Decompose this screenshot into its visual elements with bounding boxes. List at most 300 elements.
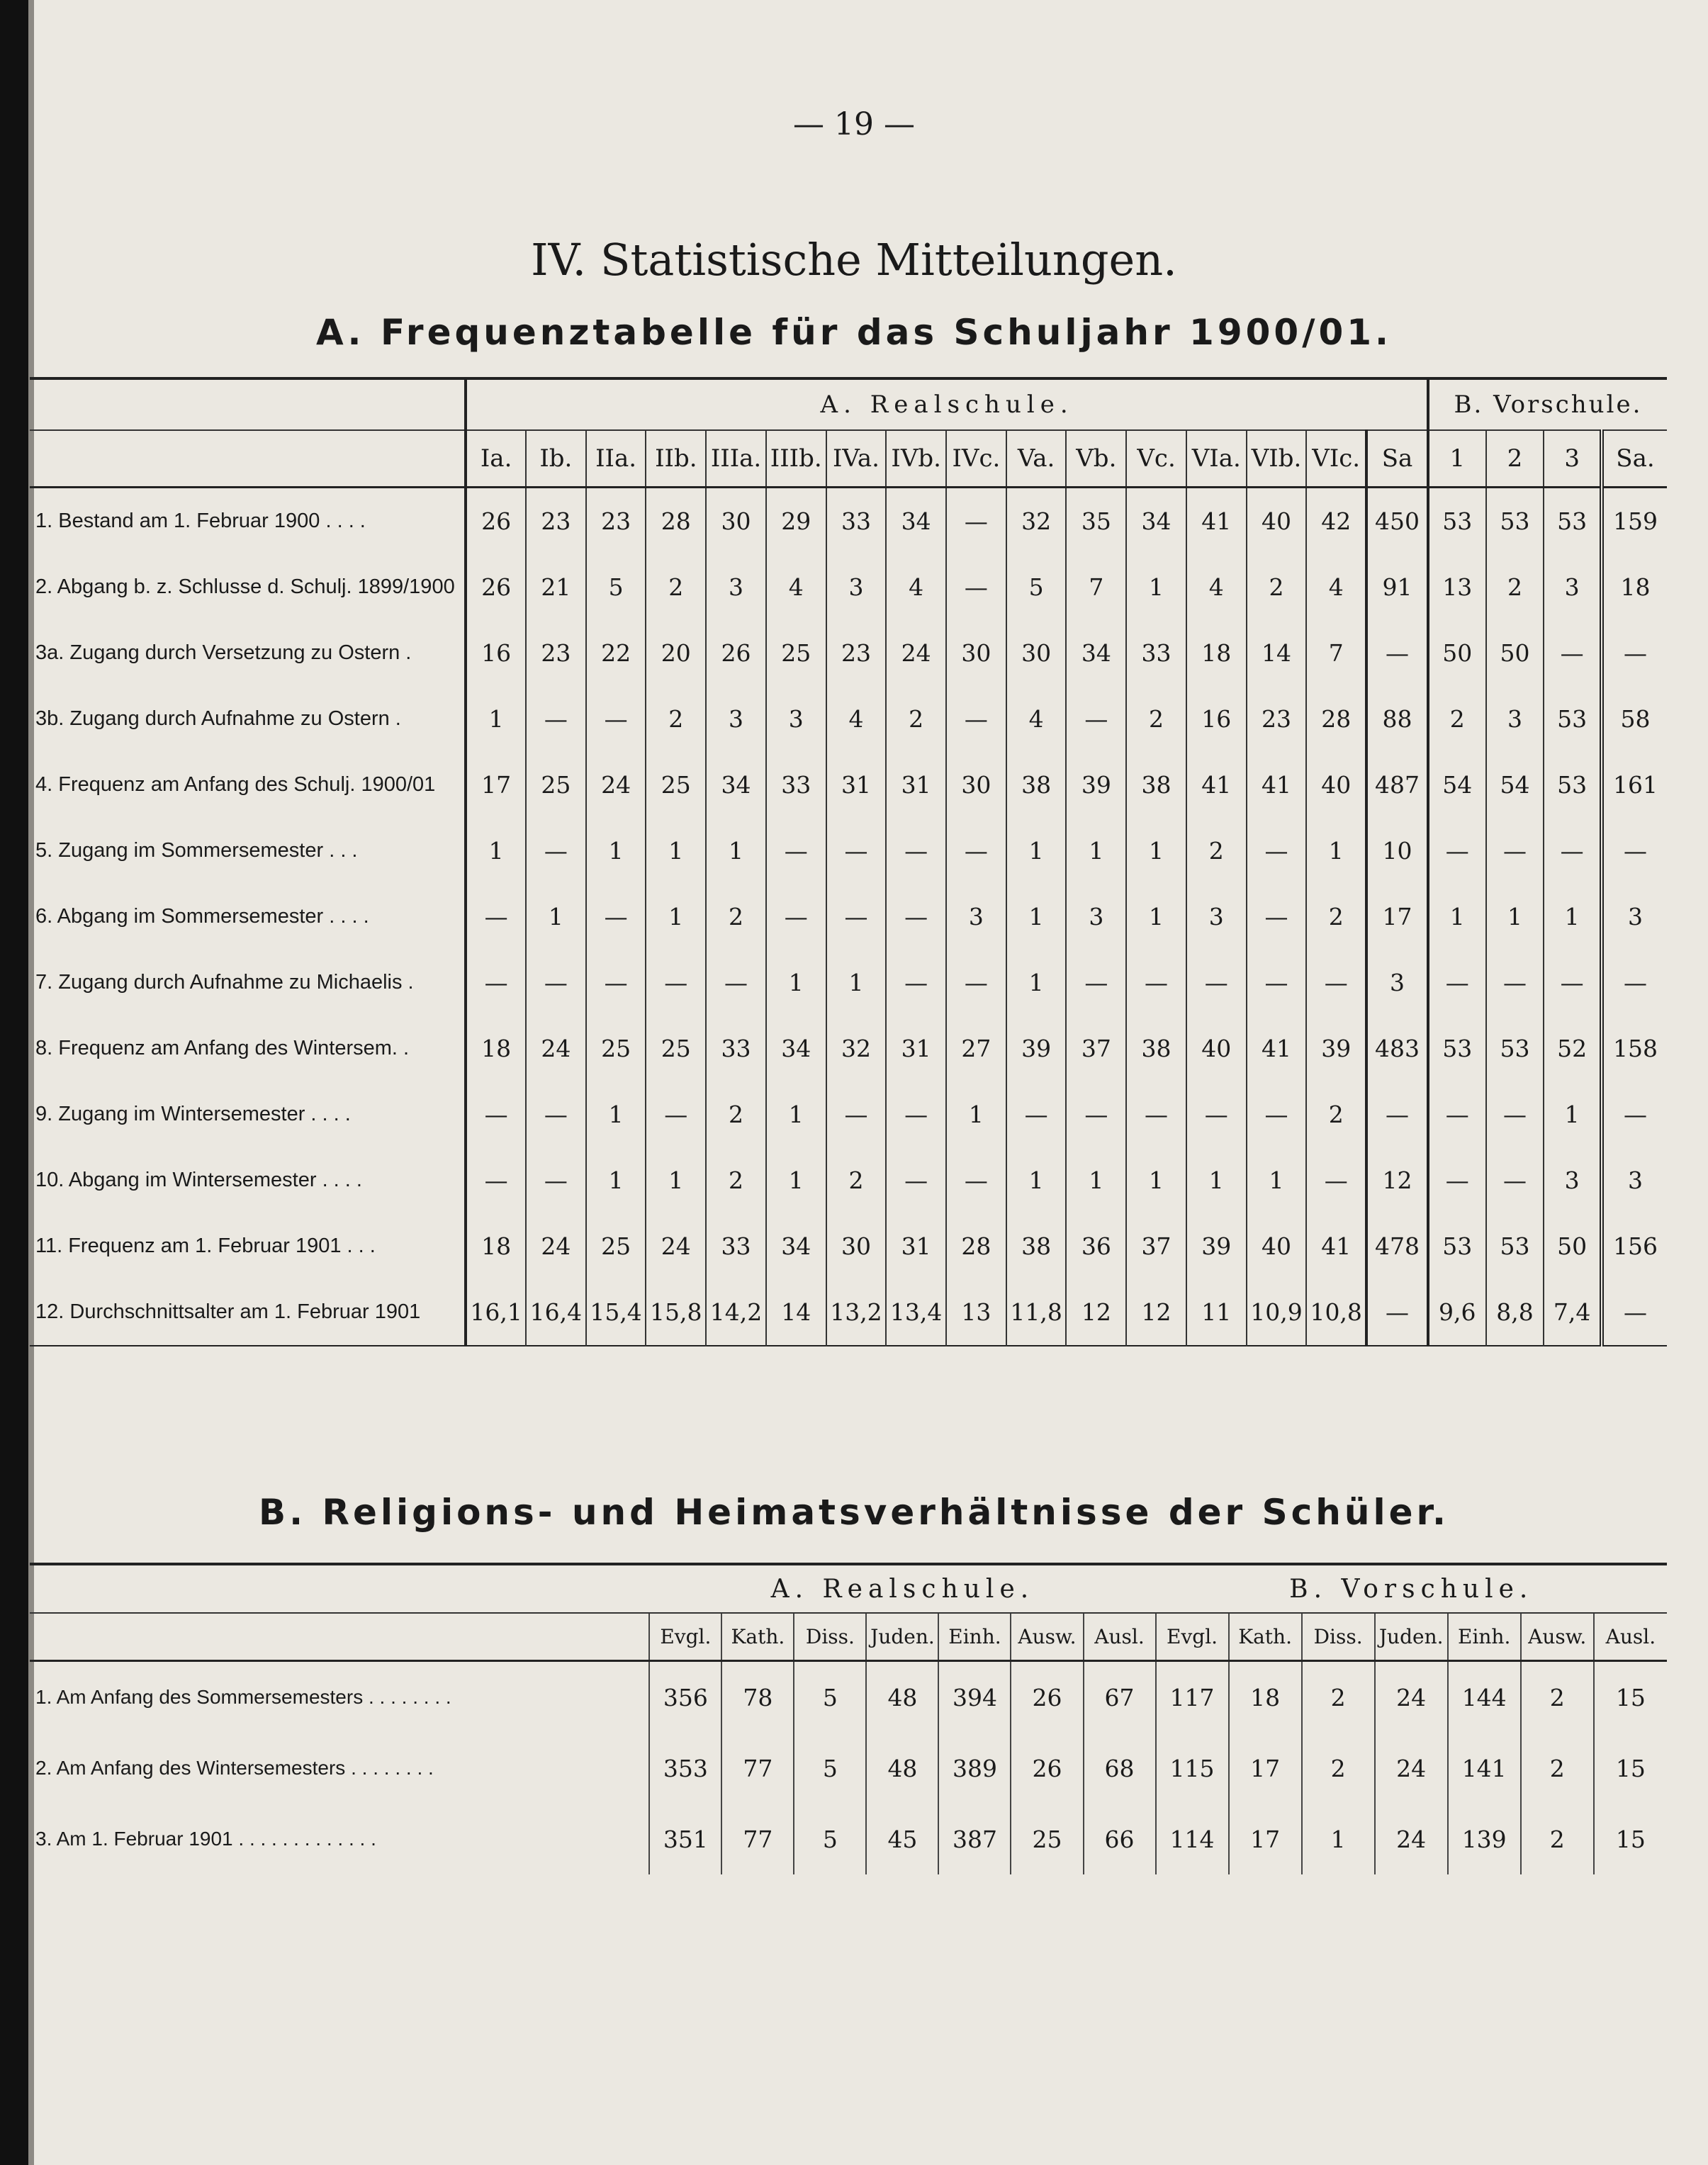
- table-cell: —: [1247, 1081, 1307, 1147]
- table-cell: 39: [1006, 1016, 1067, 1081]
- empty-corner: [30, 378, 466, 430]
- table-cell: 356: [649, 1661, 721, 1733]
- table-cell: 2: [1486, 554, 1544, 620]
- table-cell: 10,8: [1306, 1279, 1366, 1346]
- table-cell: 7: [1306, 620, 1366, 686]
- table-cell: 23: [826, 620, 887, 686]
- table-cell: 34: [1066, 620, 1126, 686]
- table-cell: 25: [1011, 1804, 1083, 1874]
- table-cell: —: [946, 488, 1006, 555]
- table-cell: —: [646, 1081, 706, 1147]
- table-cell: 1: [1544, 1081, 1602, 1147]
- table-cell: 2: [706, 1081, 766, 1147]
- table-cell: 13,2: [826, 1279, 887, 1346]
- table-cell: 24: [526, 1016, 586, 1081]
- frequency-table-title: A. Frequenztabelle für das Schuljahr 1900/01.: [315, 312, 1393, 353]
- table-cell: 4: [1306, 554, 1366, 620]
- table-cell: 32: [826, 1016, 887, 1081]
- table-cell: 7,4: [1544, 1279, 1602, 1346]
- table-cell: 1: [706, 818, 766, 884]
- table-cell: —: [466, 1081, 526, 1147]
- table-cell: 28: [1306, 686, 1366, 752]
- table-cell: 33: [706, 1213, 766, 1279]
- table-cell: 39: [1306, 1016, 1366, 1081]
- table-cell: 14: [1247, 620, 1307, 686]
- table-row: [30, 686, 1667, 752]
- table-cell: 1: [1006, 1147, 1067, 1213]
- table-cell: 478: [1366, 1213, 1428, 1279]
- table-cell: 22: [586, 620, 646, 686]
- table-cell: 11,8: [1006, 1279, 1067, 1346]
- religion-body: [30, 1661, 1667, 1875]
- table-cell: 77: [721, 1733, 794, 1804]
- table-cell: 24: [586, 752, 646, 818]
- table-cell: 15,8: [646, 1279, 706, 1346]
- class-header-row: [30, 430, 1667, 488]
- table-cell: 14,2: [706, 1279, 766, 1346]
- table-cell: 40: [1306, 752, 1366, 818]
- table-cell: —: [826, 884, 887, 950]
- col-header: IIIa.: [706, 430, 766, 488]
- row-label: 8. Frequenz am Anfang des Wintersem. .: [35, 1037, 410, 1059]
- table-cell: —: [1428, 1147, 1486, 1213]
- table-cell: 48: [866, 1733, 938, 1804]
- col-header: IVa.: [826, 430, 887, 488]
- table-cell: 3: [766, 686, 826, 752]
- table-cell: 4: [826, 686, 887, 752]
- col-header: Sa: [1366, 430, 1428, 488]
- group-vorschule: B. Vorschule.: [1289, 1574, 1534, 1604]
- table-cell: 67: [1084, 1661, 1156, 1733]
- table-cell: 11: [1186, 1279, 1247, 1346]
- col-header: Einh.: [938, 1613, 1011, 1661]
- col-header: Ausw.: [1011, 1613, 1083, 1661]
- table-cell: 1: [466, 818, 526, 884]
- table-cell: —: [1006, 1081, 1067, 1147]
- col-header: Diss.: [1302, 1613, 1375, 1661]
- table-cell: —: [1366, 1279, 1428, 1346]
- col-header: Vb.: [1066, 430, 1126, 488]
- table-cell: 21: [526, 554, 586, 620]
- table-cell: —: [466, 884, 526, 950]
- col-header: IIa.: [586, 430, 646, 488]
- table-cell: 20: [646, 620, 706, 686]
- row-label: 4. Frequenz am Anfang des Schulj. 1900/01: [35, 773, 436, 796]
- table-cell: —: [1486, 818, 1544, 884]
- table-cell: 3: [1602, 1147, 1667, 1213]
- table-cell: 41: [1247, 752, 1307, 818]
- table-cell: —: [886, 818, 946, 884]
- table-cell: 52: [1544, 1016, 1602, 1081]
- table-cell: 18: [466, 1213, 526, 1279]
- col-header: Ausl.: [1594, 1613, 1667, 1661]
- table-cell: 4: [1006, 686, 1067, 752]
- table-cell: 487: [1366, 752, 1428, 818]
- table-cell: 78: [721, 1661, 794, 1733]
- table-cell: 1: [1186, 1147, 1247, 1213]
- religion-table-title: B. Religions- und Heimatsverhältnisse der Schüler.: [258, 1492, 1450, 1533]
- table-cell: 3: [1486, 686, 1544, 752]
- table-cell: 4: [766, 554, 826, 620]
- col-header: Ausw.: [1521, 1613, 1594, 1661]
- table-cell: 25: [766, 620, 826, 686]
- table-row: [30, 1804, 1667, 1874]
- empty-corner: [30, 1564, 649, 1613]
- col-header: IIb.: [646, 430, 706, 488]
- group-vorschule: B. Vorschule.: [1428, 378, 1667, 430]
- table-cell: 1: [826, 950, 887, 1016]
- table-cell: 13: [1428, 554, 1486, 620]
- table-cell: 5: [794, 1733, 866, 1804]
- table-cell: 34: [1126, 488, 1186, 555]
- table-cell: 351: [649, 1804, 721, 1874]
- table-cell: 12: [1126, 1279, 1186, 1346]
- table-cell: 30: [946, 620, 1006, 686]
- table-cell: 161: [1602, 752, 1667, 818]
- group-realschule: A. Realschule.: [770, 1574, 1035, 1604]
- col-header: Evgl.: [1156, 1613, 1229, 1661]
- table-cell: 53: [1428, 1213, 1486, 1279]
- table-cell: 2: [1302, 1661, 1375, 1733]
- table-cell: 53: [1544, 488, 1602, 555]
- table-cell: 28: [946, 1213, 1006, 1279]
- table-cell: 15: [1594, 1804, 1667, 1874]
- table-cell: 25: [646, 752, 706, 818]
- table-cell: 26: [466, 488, 526, 555]
- table-cell: 3: [1366, 950, 1428, 1016]
- table-row: [30, 1279, 1667, 1346]
- table-cell: 31: [886, 1016, 946, 1081]
- table-cell: 33: [1126, 620, 1186, 686]
- table-cell: 1: [466, 686, 526, 752]
- col-header: Diss.: [794, 1613, 866, 1661]
- table-cell: —: [526, 950, 586, 1016]
- table-cell: 53: [1486, 488, 1544, 555]
- table-cell: —: [946, 554, 1006, 620]
- table-cell: 12: [1066, 1279, 1126, 1346]
- table-cell: 54: [1486, 752, 1544, 818]
- table-cell: 33: [706, 1016, 766, 1081]
- table-cell: 24: [1375, 1804, 1448, 1874]
- table-cell: —: [886, 884, 946, 950]
- table-cell: 17: [1229, 1733, 1302, 1804]
- row-label: 6. Abgang im Sommersemester . . . .: [35, 905, 369, 928]
- table-cell: 23: [526, 620, 586, 686]
- table-cell: 2: [886, 686, 946, 752]
- table-cell: —: [1247, 884, 1307, 950]
- table-cell: 24: [886, 620, 946, 686]
- table-cell: —: [1366, 1081, 1428, 1147]
- table-cell: 1: [586, 1081, 646, 1147]
- col-header: Juden.: [1375, 1613, 1448, 1661]
- table-cell: —: [1247, 950, 1307, 1016]
- table-cell: 66: [1084, 1804, 1156, 1874]
- table-cell: 353: [649, 1733, 721, 1804]
- table-cell: —: [946, 1147, 1006, 1213]
- table-cell: 23: [1247, 686, 1307, 752]
- table-cell: 26: [706, 620, 766, 686]
- table-cell: 389: [938, 1733, 1011, 1804]
- table-cell: —: [466, 950, 526, 1016]
- col-header: Va.: [1006, 430, 1067, 488]
- col-header: IVb.: [886, 430, 946, 488]
- table-cell: —: [1066, 950, 1126, 1016]
- table-cell: 50: [1428, 620, 1486, 686]
- row-label: 1. Bestand am 1. Februar 1900 . . . .: [35, 510, 366, 532]
- table-row: [30, 1733, 1667, 1804]
- table-cell: 1: [1486, 884, 1544, 950]
- table-cell: 38: [1126, 1016, 1186, 1081]
- table-cell: 9,6: [1428, 1279, 1486, 1346]
- table-row: [30, 620, 1667, 686]
- table-cell: 3: [706, 554, 766, 620]
- table-cell: 1: [1428, 884, 1486, 950]
- table-cell: 39: [1186, 1213, 1247, 1279]
- table-cell: 2: [646, 686, 706, 752]
- table-cell: 1: [1544, 884, 1602, 950]
- table-cell: —: [946, 686, 1006, 752]
- col-header: Vc.: [1126, 430, 1186, 488]
- table-cell: —: [766, 818, 826, 884]
- table-cell: 27: [946, 1016, 1006, 1081]
- table-cell: 14: [766, 1279, 826, 1346]
- table-cell: —: [526, 686, 586, 752]
- table-cell: 40: [1247, 1213, 1307, 1279]
- table-cell: 15: [1594, 1733, 1667, 1804]
- table-cell: 1: [1302, 1804, 1375, 1874]
- table-cell: —: [1486, 1081, 1544, 1147]
- table-cell: 16: [1186, 686, 1247, 752]
- table-cell: 2: [706, 884, 766, 950]
- table-cell: 2: [1302, 1733, 1375, 1804]
- table-cell: 483: [1366, 1016, 1428, 1081]
- col-header: Ib.: [526, 430, 586, 488]
- table-cell: 2: [1306, 1081, 1366, 1147]
- table-cell: 77: [721, 1804, 794, 1874]
- table-cell: —: [586, 950, 646, 1016]
- table-cell: —: [826, 818, 887, 884]
- table-cell: 26: [1011, 1661, 1083, 1733]
- table-cell: 7: [1066, 554, 1126, 620]
- table-cell: 1: [946, 1081, 1006, 1147]
- table-cell: —: [646, 950, 706, 1016]
- table-cell: 50: [1544, 1213, 1602, 1279]
- row-label: 11. Frequenz am 1. Februar 1901 . . .: [35, 1235, 376, 1257]
- table-cell: 3: [1066, 884, 1126, 950]
- table-cell: 39: [1066, 752, 1126, 818]
- frequency-group-row: [30, 378, 1667, 430]
- table-cell: —: [886, 950, 946, 1016]
- table-cell: —: [1186, 950, 1247, 1016]
- table-cell: 38: [1006, 752, 1067, 818]
- table-cell: 2: [1521, 1804, 1594, 1874]
- col-header: Ia.: [466, 430, 526, 488]
- table-cell: 2: [706, 1147, 766, 1213]
- table-cell: 3: [1544, 1147, 1602, 1213]
- frequency-table: [30, 377, 1667, 1346]
- table-cell: —: [526, 818, 586, 884]
- table-cell: 3: [1544, 554, 1602, 620]
- table-row: [30, 1213, 1667, 1279]
- col-header: VIc.: [1306, 430, 1366, 488]
- table-cell: —: [1544, 620, 1602, 686]
- row-label: 7. Zugang durch Aufnahme zu Michaelis .: [35, 971, 414, 994]
- row-label: 5. Zugang im Sommersemester . . .: [35, 839, 358, 862]
- col-header: 3: [1544, 430, 1602, 488]
- group-realschule: A. Realschule.: [466, 378, 1428, 430]
- table-cell: —: [1428, 1081, 1486, 1147]
- row-label: 9. Zugang im Wintersemester . . . .: [35, 1103, 351, 1125]
- table-cell: 15,4: [586, 1279, 646, 1346]
- table-cell: —: [1126, 1081, 1186, 1147]
- table-cell: —: [826, 1081, 887, 1147]
- table-cell: —: [1544, 818, 1602, 884]
- col-header: Kath.: [721, 1613, 794, 1661]
- table-cell: 30: [706, 488, 766, 555]
- table-cell: 17: [1366, 884, 1428, 950]
- table-cell: —: [1066, 1081, 1126, 1147]
- table-cell: 25: [646, 1016, 706, 1081]
- table-cell: 2: [1126, 686, 1186, 752]
- table-cell: 2: [1186, 818, 1247, 884]
- table-cell: —: [946, 950, 1006, 1016]
- page-title: IV. Statistische Mitteilungen.: [531, 234, 1177, 286]
- table-cell: 34: [706, 752, 766, 818]
- table-cell: —: [586, 884, 646, 950]
- table-cell: 37: [1126, 1213, 1186, 1279]
- table-cell: 24: [1375, 1661, 1448, 1733]
- table-cell: 18: [466, 1016, 526, 1081]
- table-cell: 13,4: [886, 1279, 946, 1346]
- table-cell: 3: [706, 686, 766, 752]
- col-header: VIb.: [1247, 430, 1307, 488]
- col-header: Juden.: [866, 1613, 938, 1661]
- table-cell: 33: [826, 488, 887, 555]
- col-header: Sa.: [1602, 430, 1667, 488]
- table-cell: 139: [1448, 1804, 1521, 1874]
- table-cell: 45: [866, 1804, 938, 1874]
- table-cell: —: [586, 686, 646, 752]
- religion-group-row: [30, 1564, 1667, 1613]
- col-header: Einh.: [1448, 1613, 1521, 1661]
- table-cell: 37: [1066, 1016, 1126, 1081]
- table-cell: 2: [1521, 1661, 1594, 1733]
- table-cell: 38: [1006, 1213, 1067, 1279]
- table-cell: 53: [1428, 488, 1486, 555]
- table-cell: 53: [1544, 686, 1602, 752]
- table-cell: 41: [1186, 752, 1247, 818]
- table-cell: —: [1486, 950, 1544, 1016]
- table-cell: 1: [646, 884, 706, 950]
- row-label: 10. Abgang im Wintersemester . . . .: [35, 1169, 362, 1191]
- table-cell: 114: [1156, 1804, 1229, 1874]
- table-cell: —: [1066, 686, 1126, 752]
- table-cell: 34: [766, 1213, 826, 1279]
- table-cell: —: [1602, 950, 1667, 1016]
- table-cell: —: [1126, 950, 1186, 1016]
- table-row: [30, 488, 1667, 555]
- table-row: [30, 554, 1667, 620]
- table-cell: 42: [1306, 488, 1366, 555]
- table-cell: 117: [1156, 1661, 1229, 1733]
- col-header: Ausl.: [1084, 1613, 1156, 1661]
- row-label: 12. Durchschnittsalter am 1. Februar 1901: [35, 1300, 421, 1323]
- table-cell: 8,8: [1486, 1279, 1544, 1346]
- table-cell: 2: [646, 554, 706, 620]
- table-cell: 5: [1006, 554, 1067, 620]
- table-cell: 30: [1006, 620, 1067, 686]
- table-cell: 1: [1066, 818, 1126, 884]
- table-cell: 31: [886, 752, 946, 818]
- table-cell: 53: [1428, 1016, 1486, 1081]
- table-cell: 38: [1126, 752, 1186, 818]
- table-cell: 33: [766, 752, 826, 818]
- table-cell: 24: [1375, 1733, 1448, 1804]
- table-cell: 1: [586, 1147, 646, 1213]
- table-cell: 18: [1186, 620, 1247, 686]
- table-cell: 23: [586, 488, 646, 555]
- table-cell: 2: [1306, 884, 1366, 950]
- table-cell: 30: [946, 752, 1006, 818]
- col-header: VIa.: [1186, 430, 1247, 488]
- table-cell: —: [886, 1147, 946, 1213]
- table-cell: —: [1306, 1147, 1366, 1213]
- table-cell: 16,4: [526, 1279, 586, 1346]
- table-cell: 26: [1011, 1733, 1083, 1804]
- table-cell: 53: [1486, 1213, 1544, 1279]
- table-cell: 3: [1186, 884, 1247, 950]
- table-cell: 15: [1594, 1661, 1667, 1733]
- table-cell: —: [1602, 1081, 1667, 1147]
- table-cell: —: [1306, 950, 1366, 1016]
- table-cell: 29: [766, 488, 826, 555]
- table-cell: —: [1428, 818, 1486, 884]
- table-cell: —: [526, 1081, 586, 1147]
- table-cell: —: [706, 950, 766, 1016]
- table-cell: 2: [1521, 1733, 1594, 1804]
- col-header: 1: [1428, 430, 1486, 488]
- table-row: [30, 818, 1667, 884]
- table-cell: 58: [1602, 686, 1667, 752]
- table-cell: 141: [1448, 1733, 1521, 1804]
- table-cell: 115: [1156, 1733, 1229, 1804]
- table-cell: —: [466, 1147, 526, 1213]
- table-cell: 1: [586, 818, 646, 884]
- table-cell: 53: [1544, 752, 1602, 818]
- table-cell: 31: [826, 752, 887, 818]
- table-cell: —: [1602, 620, 1667, 686]
- table-cell: 17: [466, 752, 526, 818]
- table-cell: 4: [1186, 554, 1247, 620]
- table-cell: 53: [1486, 1016, 1544, 1081]
- table-cell: —: [946, 818, 1006, 884]
- table-cell: 5: [794, 1804, 866, 1874]
- religion-table: [30, 1563, 1667, 1874]
- table-row: [30, 1081, 1667, 1147]
- table-cell: 24: [526, 1213, 586, 1279]
- table-cell: 1: [1006, 950, 1067, 1016]
- empty-corner: [30, 430, 466, 488]
- table-cell: —: [1544, 950, 1602, 1016]
- table-cell: 5: [586, 554, 646, 620]
- table-cell: 3: [826, 554, 887, 620]
- table-cell: 16,1: [466, 1279, 526, 1346]
- table-cell: 25: [586, 1213, 646, 1279]
- table-cell: 32: [1006, 488, 1067, 555]
- table-cell: —: [886, 1081, 946, 1147]
- table-cell: 25: [526, 752, 586, 818]
- table-cell: 12: [1366, 1147, 1428, 1213]
